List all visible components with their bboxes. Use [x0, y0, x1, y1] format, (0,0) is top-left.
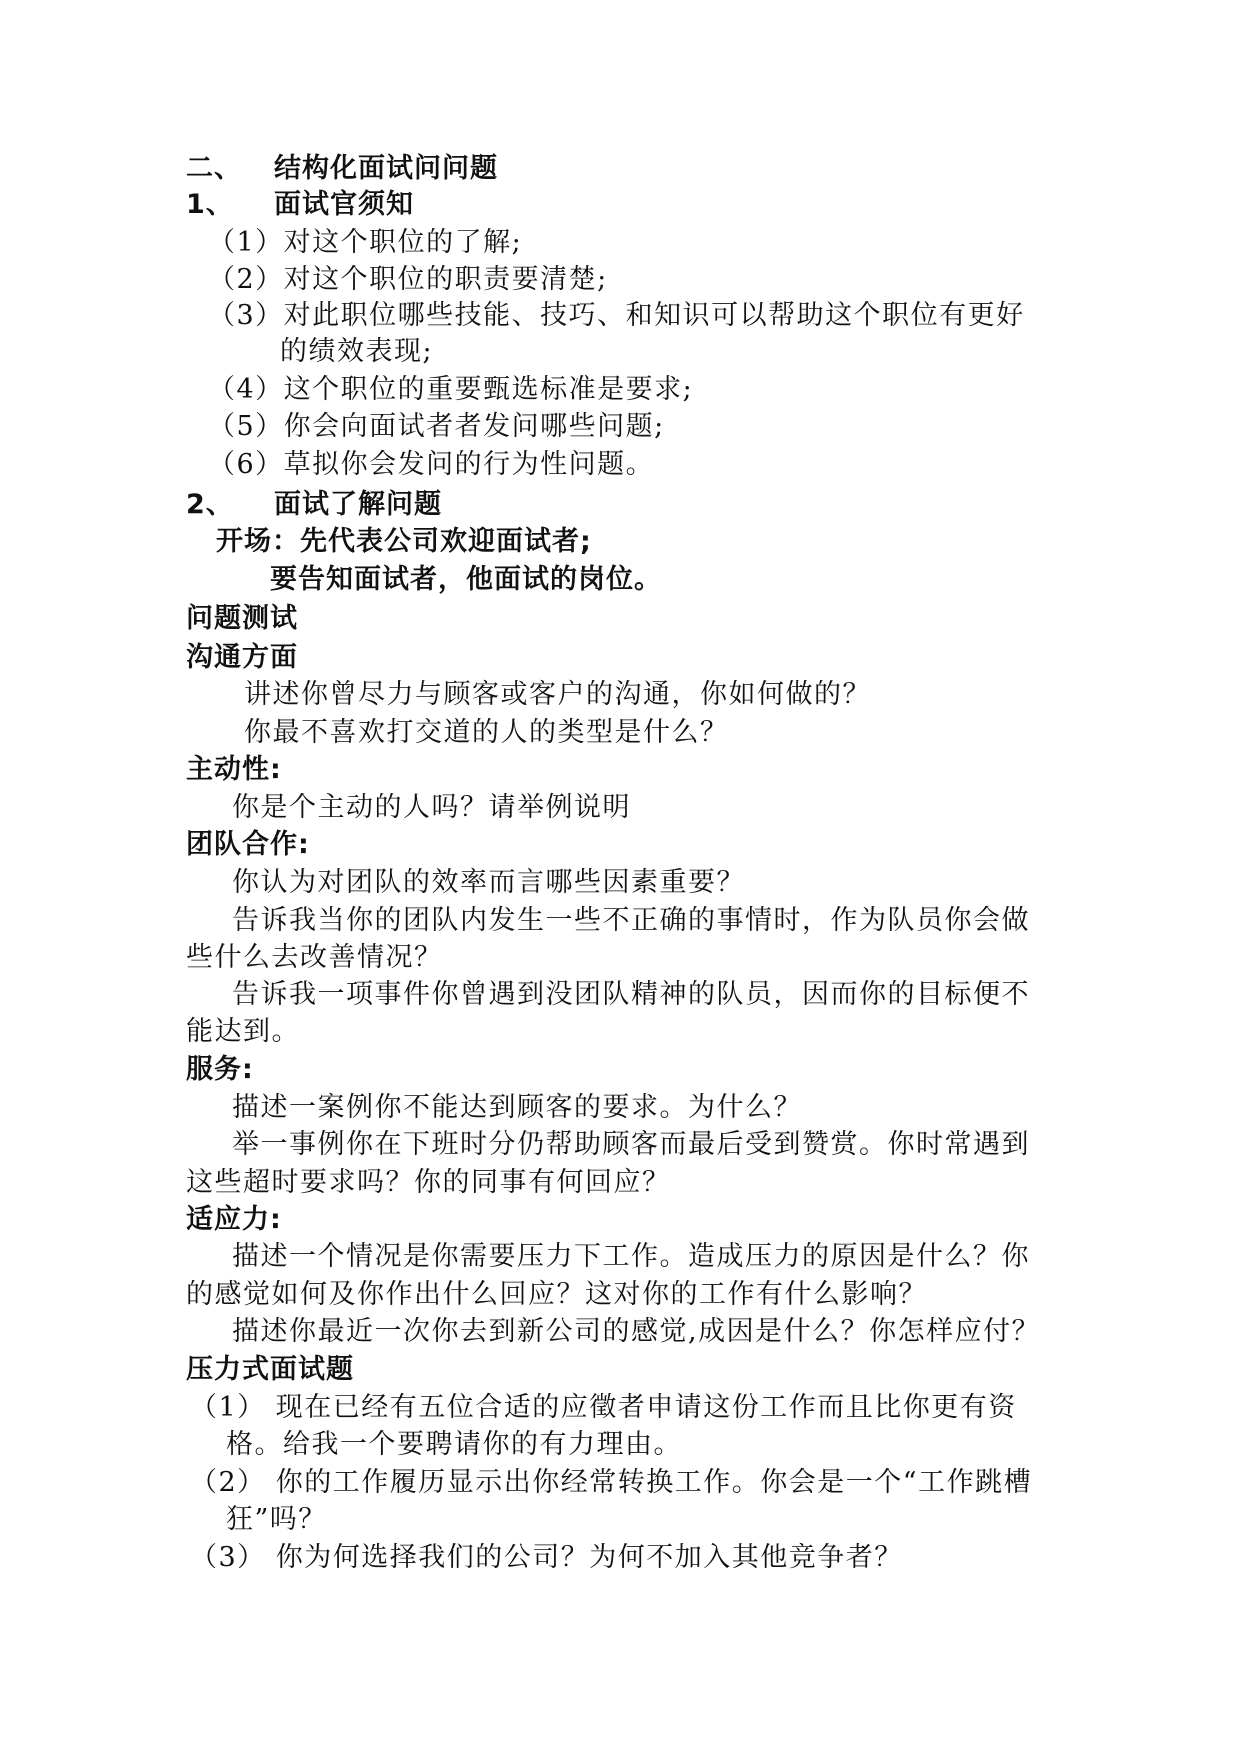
part1-heading-text: 面试官须知: [274, 189, 414, 220]
teamwork-q3-cont: 能达到。: [186, 1016, 300, 1047]
part1-heading: [186, 187, 414, 223]
communication-q1: 讲述你曾尽力与顾客或客户的沟通，你如何做的？: [244, 679, 871, 710]
part2-number: 2、: [186, 489, 234, 520]
adaptability-q2: 描述你最近一次你去到新公司的感觉,成因是什么？你怎样应付？: [232, 1316, 1041, 1347]
part1-item-4: （4）这个职位的重要甄选标准是要求;: [208, 374, 694, 405]
stress-q2: （2） 你的工作履历显示出你经常转换工作。你会是一个“工作跳槽: [190, 1467, 1033, 1498]
part1-item-3-cont: 的绩效表现;: [280, 336, 434, 367]
teamwork-heading: 团队合作:: [186, 829, 310, 860]
part1-number: 1、: [186, 189, 234, 220]
part1-item-5: （5）你会向面试者者发问哪些问题;: [208, 411, 665, 442]
initiative-q1: 你是个主动的人吗？请举例说明: [232, 792, 631, 823]
service-q1: 描述一案例你不能达到顾客的要求。为什么？: [232, 1092, 802, 1123]
section-number: 二、: [186, 153, 242, 184]
service-heading: 服务:: [186, 1054, 254, 1085]
part1-item-2: （2）对这个职位的职责要清楚;: [208, 264, 608, 295]
opening-line-1: 开场：先代表公司欢迎面试者;: [216, 526, 592, 557]
part1-item-1: （1）对这个职位的了解;: [208, 227, 523, 258]
service-q2: 举一事例你在下班时分仍帮助顾客而最后受到赞赏。你时常遇到: [232, 1129, 1030, 1160]
opening-line-2: 要告知面试者，他面试的岗位。: [270, 564, 662, 595]
initiative-heading: 主动性:: [186, 754, 282, 785]
teamwork-q1: 你认为对团队的效率而言哪些因素重要？: [232, 867, 745, 898]
adaptability-q1: 描述一个情况是你需要压力下工作。造成压力的原因是什么？你: [232, 1241, 1030, 1272]
stress-q2-cont: 狂”吗？: [226, 1504, 327, 1535]
teamwork-q2: 告诉我当你的团队内发生一些不正确的事情时，作为队员你会做: [232, 905, 1030, 936]
stress-heading: 压力式面试题: [186, 1354, 354, 1385]
stress-q1: （1） 现在已经有五位合适的应徵者申请这份工作而且比你更有资: [190, 1392, 1017, 1423]
part1-item-6: （6）草拟你会发问的行为性问题。: [208, 449, 655, 480]
adaptability-heading: 适应力:: [186, 1204, 282, 1235]
part2-heading-text: 面试了解问题: [274, 489, 442, 520]
communication-q2: 你最不喜欢打交道的人的类型是什么？: [244, 717, 729, 748]
teamwork-q3: 告诉我一项事件你曾遇到没团队精神的队员，因而你的目标便不: [232, 979, 1030, 1010]
section-title: [186, 151, 498, 187]
communication-heading: 沟通方面: [186, 642, 298, 673]
part2-heading: [186, 487, 442, 523]
stress-q3: （3） 你为何选择我们的公司？为何不加入其他竞争者？: [190, 1542, 903, 1573]
question-test-heading: 问题测试: [186, 603, 298, 634]
section-title-text: 结构化面试问问题: [274, 153, 498, 184]
part1-item-3: （3）对此职位哪些技能、技巧、和知识可以帮助这个职位有更好: [208, 300, 1025, 331]
stress-q1-cont: 格。给我一个要聘请你的有力理由。: [226, 1429, 682, 1460]
adaptability-q1-cont: 的感觉如何及你作出什么回应？这对你的工作有什么影响？: [186, 1279, 927, 1310]
teamwork-q2-cont: 些什么去改善情况？: [186, 942, 443, 973]
service-q2-cont: 这些超时要求吗？你的同事有何回应？: [186, 1167, 671, 1198]
